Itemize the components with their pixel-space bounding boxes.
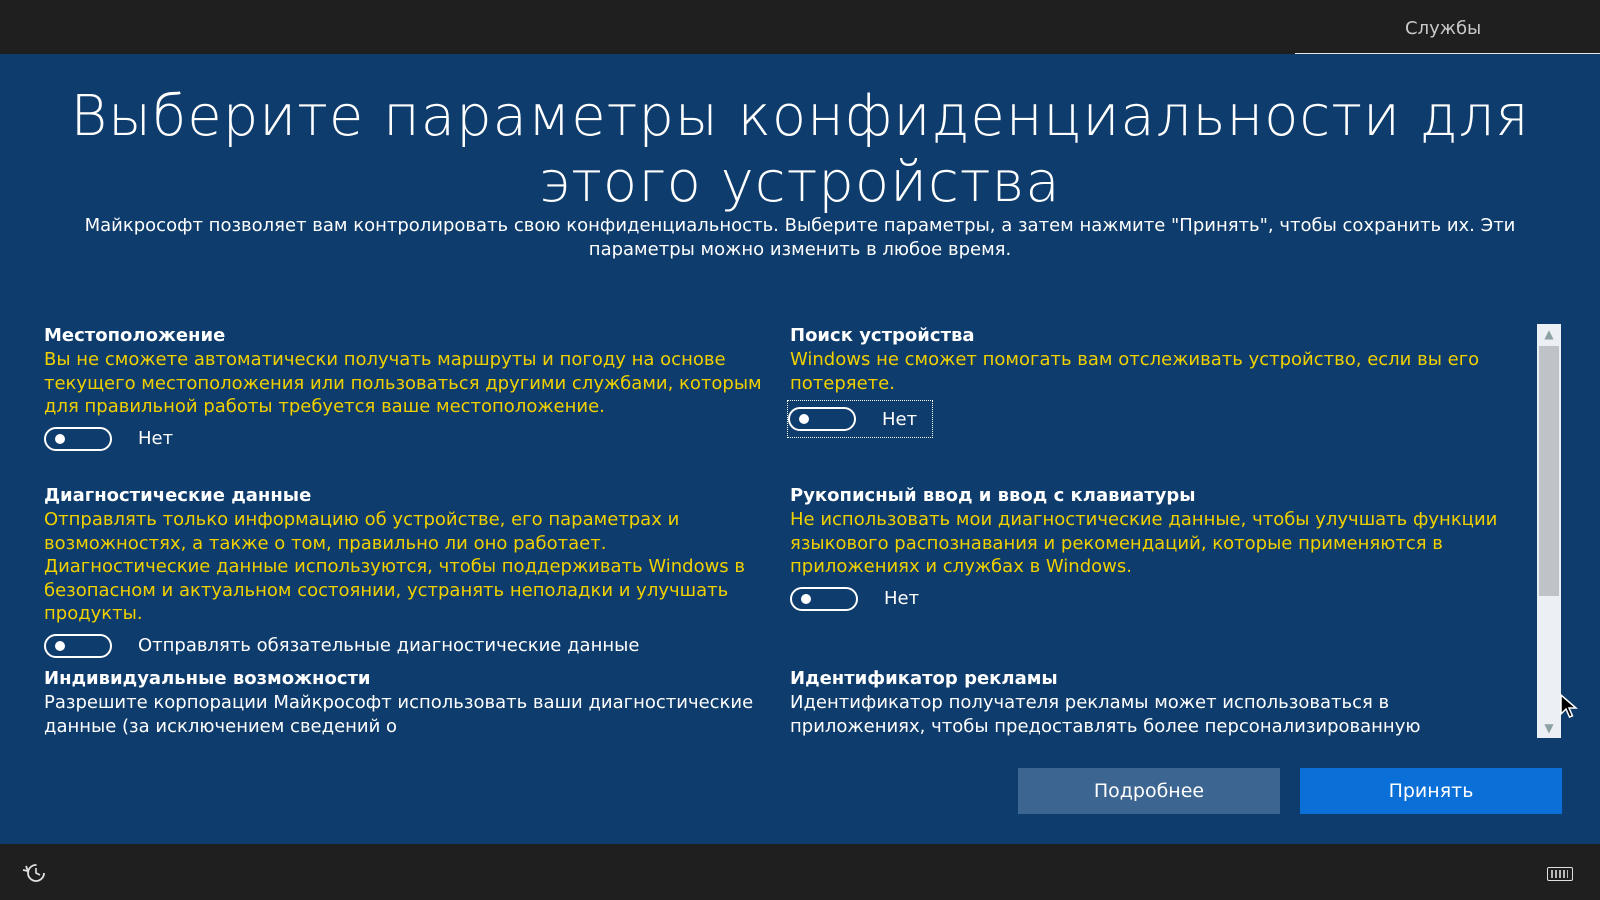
accept-button[interactable]: Принять [1300, 768, 1562, 814]
page-title: Выберите параметры конфиденциальности для этого устройства [70, 84, 1530, 215]
setting-diagnostics [44, 484, 764, 660]
setting-location [44, 324, 764, 453]
settings-scrollbar[interactable] [1537, 324, 1561, 738]
toggle-knob [55, 641, 65, 651]
diagnostics-toggle-label: Отправлять обязательные диагностические данные [138, 635, 640, 656]
setting-find-device-toggle-row[interactable] [788, 401, 932, 437]
setting-diagnostics-description: Отправлять только информацию об устройстве, его параметрах и возможностях, а также о том, правильно ли оно работает. Диагностические данные используются, чтобы поддерживать Windows в безопасном и актуальном состоянии, устранять неполадки и улучшать продукты. [44, 509, 746, 624]
bottom-bar [0, 844, 1600, 900]
toggle-knob [799, 414, 809, 424]
scrollbar-thumb[interactable] [1539, 346, 1559, 596]
setting-tailored-title: Индивидуальные возможности [44, 668, 371, 689]
location-toggle[interactable] [44, 427, 112, 451]
tab-services-label: Службы [1405, 18, 1482, 39]
setting-inking-title: Рукописный ввод и ввод с клавиатуры [790, 485, 1196, 506]
setting-location-title: Местоположение [44, 325, 226, 346]
setting-find-device-description: Windows не сможет помогать вам отслеживать устройство, если вы его потеряете. [790, 349, 1480, 394]
setting-inking-description: Не использовать мои диагностические данные, чтобы улучшать функции языкового распознавания и рекомендаций, которые применяются в приложениях и службах в Windows. [790, 509, 1498, 577]
find-device-toggle-label: Нет [882, 408, 918, 430]
chevron-down-icon[interactable]: ▼ [1544, 721, 1554, 735]
setting-inking-typing [790, 484, 1510, 613]
top-bar [0, 0, 1600, 54]
inking-toggle-label: Нет [884, 588, 920, 609]
setting-inking-toggle-row[interactable] [790, 585, 1510, 613]
setting-diagnostics-toggle-row[interactable] [44, 632, 764, 660]
setting-location-toggle-row[interactable] [44, 425, 764, 453]
keyboard-icon[interactable] [1547, 867, 1573, 881]
learn-more-button[interactable]: Подробнее [1018, 768, 1280, 814]
setting-tailored-experiences [44, 667, 764, 738]
toggle-knob [801, 594, 811, 604]
setting-advertising-title: Идентификатор рекламы [790, 668, 1058, 689]
setting-find-device-title: Поиск устройства [790, 325, 975, 346]
diagnostics-toggle[interactable] [44, 634, 112, 658]
chevron-up-icon[interactable]: ▲ [1544, 327, 1554, 341]
toggle-knob [55, 434, 65, 444]
keyboard-keys [1551, 870, 1568, 878]
setting-advertising-description: Идентификатор получателя рекламы может использоваться в приложениях, чтобы предоставлять более персонализированную [790, 692, 1421, 737]
setting-location-description: Вы не сможете автоматически получать маршруты и погоду на основе текущего местоположения или пользоваться другими службами, которым для правильной работы требуется ваше местоположение. [44, 349, 762, 417]
setting-tailored-description: Разрешите корпорации Майкрософт использовать ваши диагностические данные (за исключением сведений о [44, 692, 754, 737]
location-toggle-label: Нет [138, 428, 174, 449]
setting-diagnostics-title: Диагностические данные [44, 485, 312, 506]
settings-scroll-area[interactable] [44, 324, 1534, 792]
tab-services[interactable] [1295, 0, 1600, 56]
ease-of-access-icon[interactable] [22, 862, 50, 884]
privacy-settings-panel [0, 54, 1600, 844]
find-device-toggle[interactable] [788, 407, 856, 431]
mouse-cursor-icon [1560, 694, 1580, 720]
setting-find-device [790, 324, 1510, 437]
inking-toggle[interactable] [790, 587, 858, 611]
page-subtitle: Майкрософт позволяет вам контролировать свою конфиденциальность. Выберите параметры, а затем нажмите "Принять", чтобы сохранить их. Эти параметры можно изменить в любое время. [84, 215, 1516, 260]
setting-advertising-id [790, 667, 1510, 738]
